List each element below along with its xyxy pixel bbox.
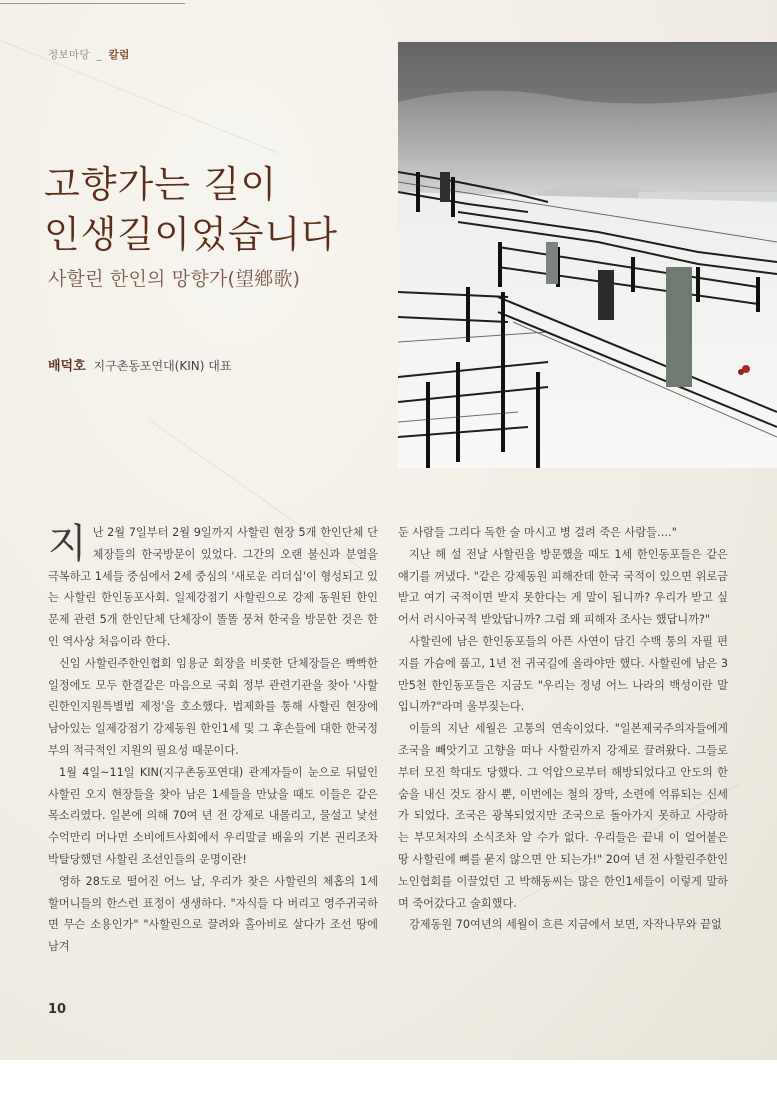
title-line: 인생길이었습니다 <box>44 213 338 256</box>
article-subtitle: 사할린 한인의 망향가(望鄕歌) <box>48 268 301 290</box>
title-line: 고향가는 길이 <box>44 163 278 206</box>
paragraph: 강제동원 70여년의 세월이 흐른 지금에서 보면, 자작나무와 끝없 <box>409 918 722 932</box>
subsection-name: 칼럼 <box>108 49 130 61</box>
cemetery-photo <box>398 42 777 468</box>
section-name: 정보마당 <box>48 49 90 61</box>
header-rule <box>0 3 185 4</box>
author-role: 지구촌동포연대(KIN) 대표 <box>93 359 232 373</box>
author-name: 배덕호 <box>48 359 86 374</box>
paragraph: 지난 해 설 전날 사할린을 방문했을 때도 1세 한인동포들은 같은 얘기를 꺼냈다. "같은 강제동원 피해잔데 한국 국적이 있으면 위로금 받고 여기 국적이면 받지 못한다는 게 말이 됩니까? 우리가 받고 싶어서 러시아국적 받았답니까? 그럼 왜 피해자 조사는 했답니까?" <box>398 547 728 627</box>
page-number: 10 <box>48 1002 67 1017</box>
paragraph: 영하 28도로 떨어진 어느 날, 우리가 찾은 사할린의 체홉의 1세 할머니들의 한스런 표정이 생생하다. "자식들 다 버리고 영주귀국하면 무슨 소용인가" "사할린으로 끌려와 홀아비로 살다가 조선 땅에 남겨 <box>48 874 378 954</box>
paragraph: 신임 사할린주한인협회 임용군 회장을 비롯한 단체장들은 빡빡한 일정에도 모두 한결같은 마음으로 국회 정부 관련기관을 찾아 '사할린한인지원특별법 제정'을 호소했다. 법제화를 통해 사할린 현장에 남아있는 일제강점기 강제동원 한인1세 및 그 후손들에 대한 한국정부의 적극적인 지원의 필요성 때문이다. <box>48 656 378 757</box>
paragraph-text: 난 2월 7일부터 2월 9일까지 사할린 현장 5개 한인단체 단체장들의 한국방문이 있었다. 그간의 오랜 불신과 분열을 극복하고 1세들 중심에서 2세 중심의 '새로운 리더십'이 형성되고 있는 사할린 한인동포사회. 일제강점기 사할린으로 강제 동원된 한인문제 관련 5개 한인단체 단체장이 똘똘 뭉쳐 한국을 방문한 것은 한인 역사상 처음이라 한다. <box>48 526 378 648</box>
paragraph: 사할린에 남은 한인동포들의 아픈 사연이 담긴 수백 통의 자필 편지를 가슴에 품고, 1년 전 귀국길에 올라야만 했다. 사할린에 남은 3만5천 한인동포들은 지금도 "우리는 정녕 어느 나라의 백성이란 말입니까?"라며 울부짖는다. <box>398 634 728 714</box>
page-margin <box>0 1060 777 1114</box>
article-column-left <box>48 522 378 958</box>
drop-cap: 지 <box>48 521 87 567</box>
article-column-right <box>398 522 728 936</box>
author-byline <box>48 355 231 374</box>
paragraph: 1월 4일~11일 KIN(지구촌동포연대) 관계자들이 눈으로 뒤덮인 사할린 오지 현장들을 찾아 남은 1세들을 만났을 때도 이들은 같은 목소리였다. 일본에 의해 70여 년 전 강제로 내몰리고, 물설고 낯선 수억만리 머나먼 소비에트사회에서 우리말글 배움의 기본 권리조차 박탈당했던 사할린 조선인들의 운명이란! <box>48 765 378 866</box>
section-separator: _ <box>96 49 102 61</box>
paragraph <box>48 522 378 653</box>
article-title <box>44 160 338 260</box>
snowy-cemetery-image <box>398 42 777 468</box>
section-label <box>48 47 130 62</box>
paragraph: 이들의 지난 세월은 고통의 연속이었다. "일본제국주의자들에게 조국을 빼앗기고 고향을 떠나 사할린까지 강제로 끌려왔다. 그들로부터 모진 학대도 당했다. 그 억압으로부터 해방되었다고 안도의 한숨을 내신 것도 잠시 뿐, 이번에는 철의 장막, 소련에 억류되는 신세가 되었다. 조국은 광복되었지만 조국으로 돌아가지 못하고 사랑하는 부모처자의 소식조차 알 수가 없다. 우리들은 끝내 이 얼어붙은 땅 사할린에 뼈를 묻지 않으면 안 되는가!" 20여 년 전 사할린주한인노인협회를 이끌었던 고 박해동씨는 많은 한인1세들이 이렇게 말하며 죽어갔다고 술회했다. <box>398 722 728 910</box>
paragraph: 둔 사람들 그리다 독한 술 마시고 병 걸려 죽은 사람들…." <box>398 526 677 539</box>
